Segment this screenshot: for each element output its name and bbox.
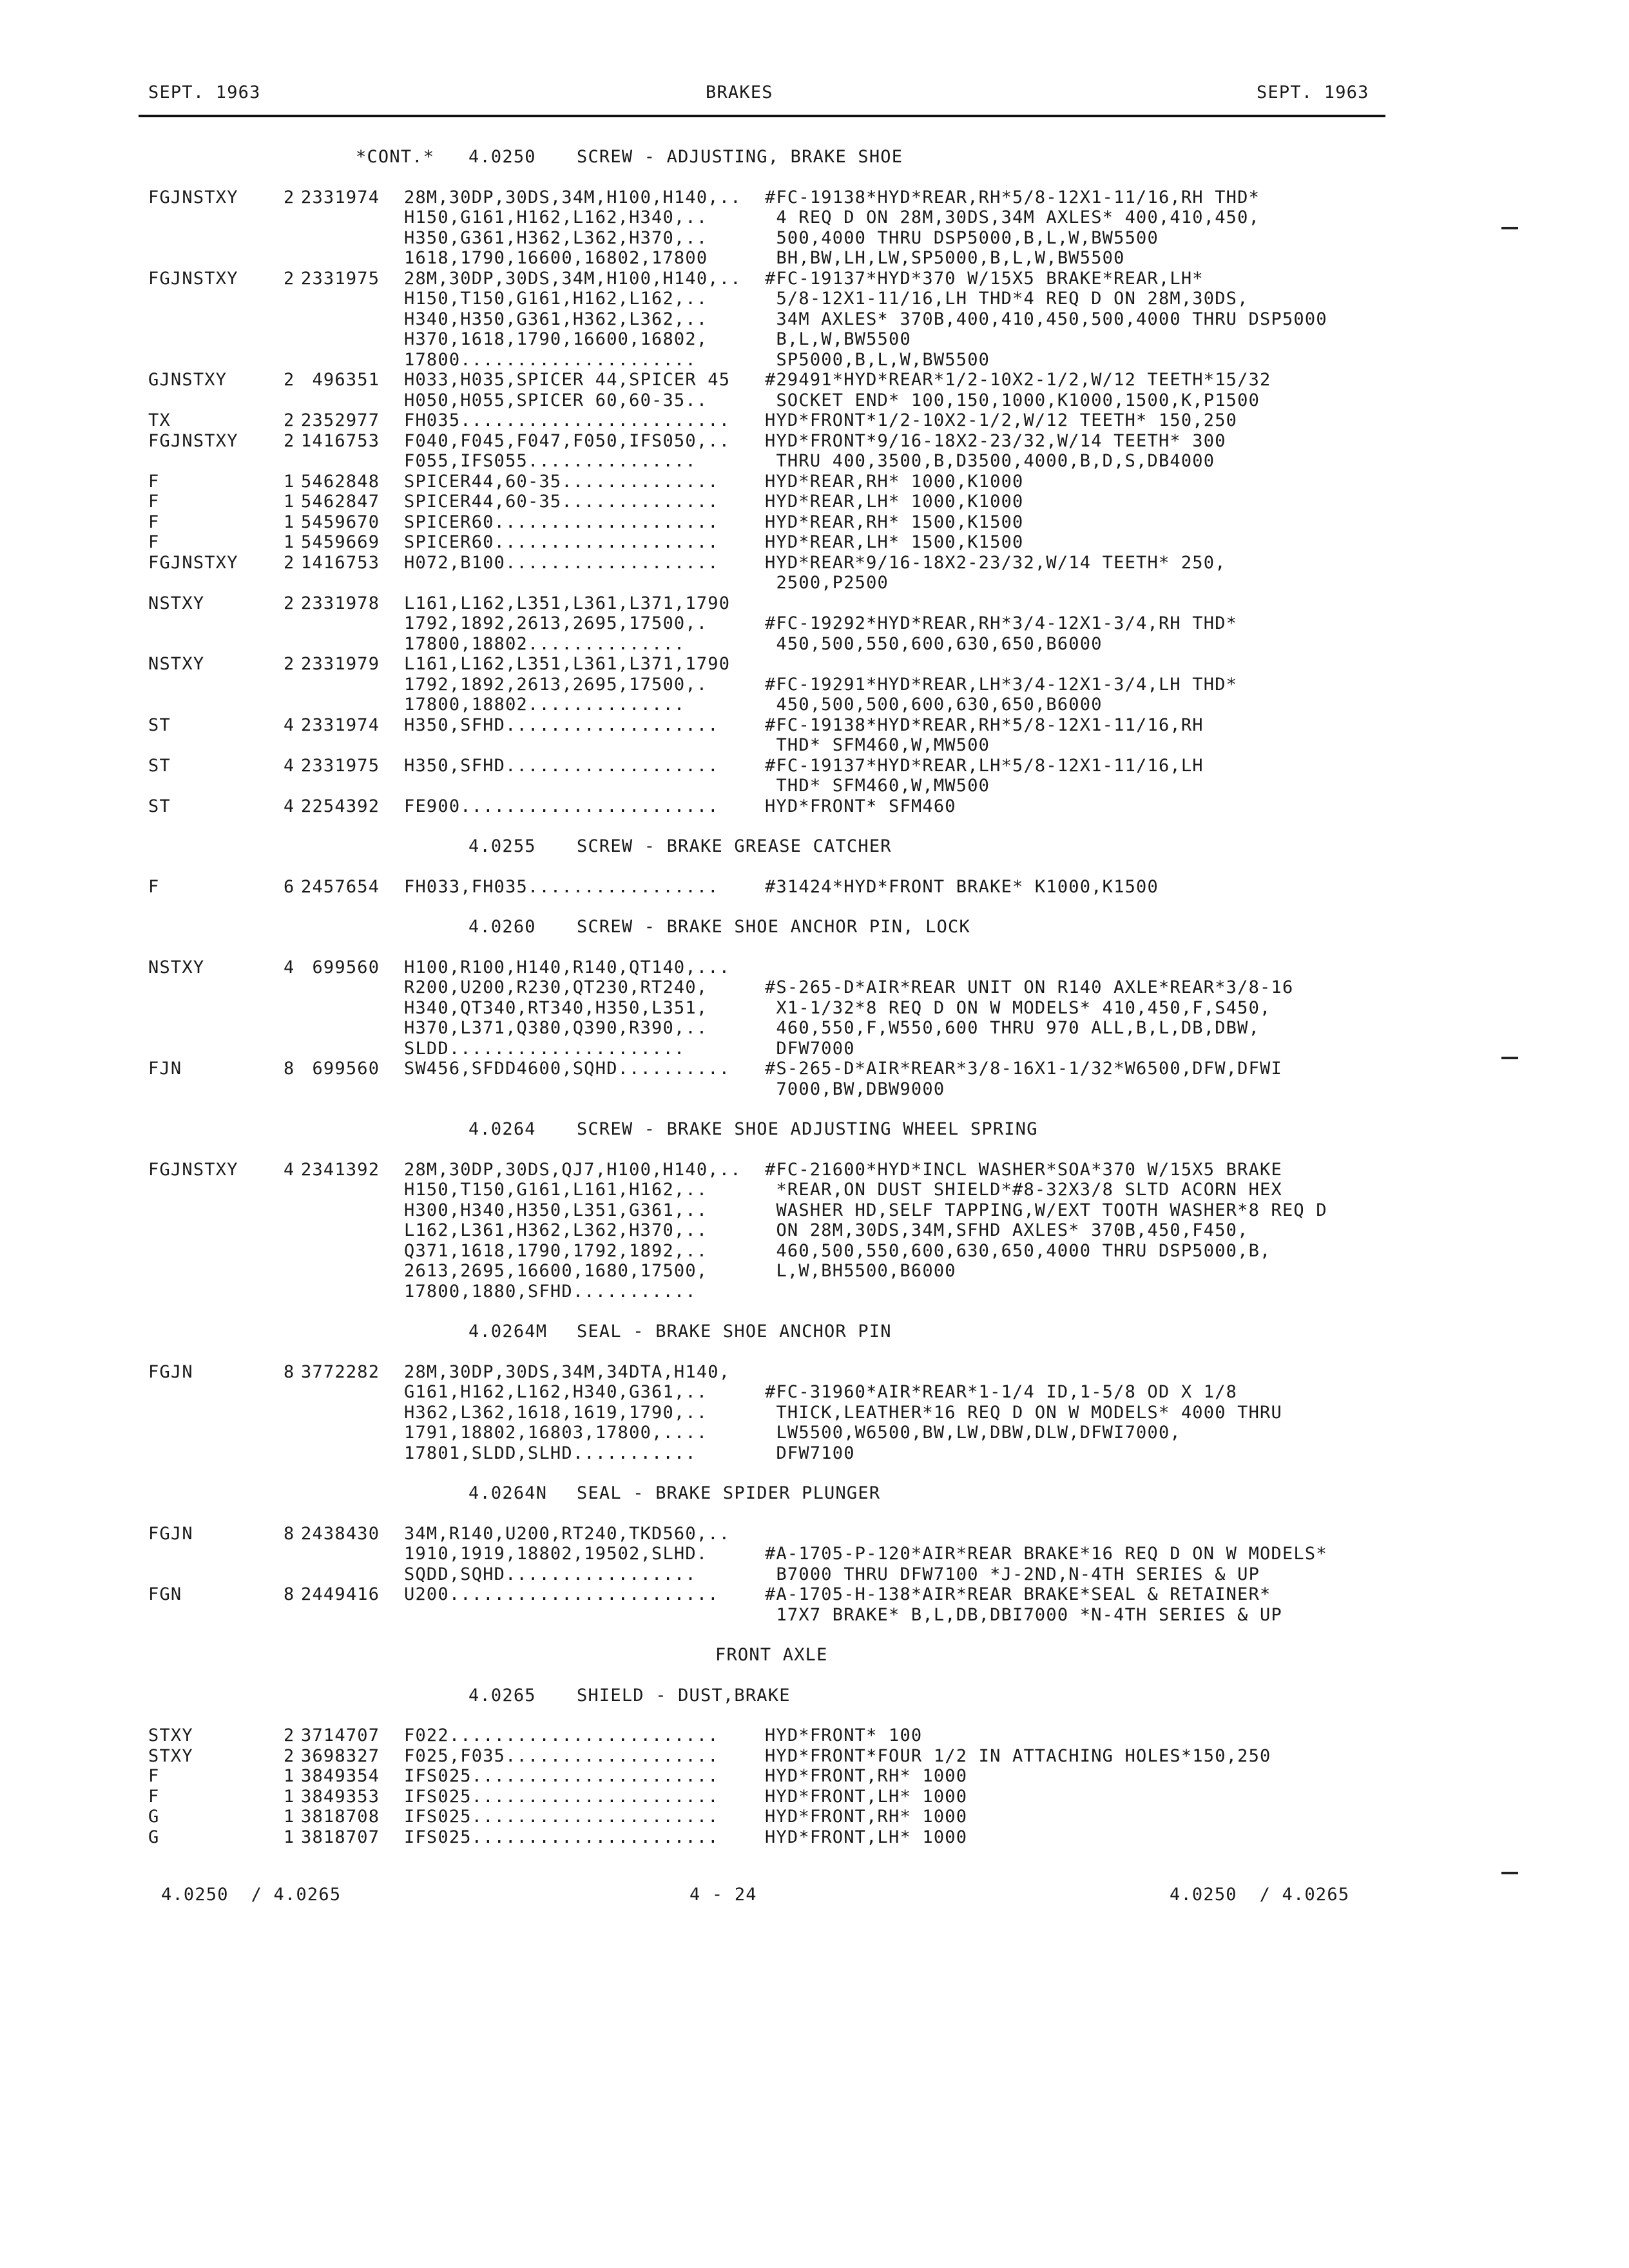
vendor-code: FGJNSTXY: [148, 1160, 238, 1180]
description: L,W,BH5500,B6000: [765, 1261, 956, 1281]
vendor-code: F: [148, 877, 160, 897]
quantity: 1: [284, 532, 295, 552]
table-row: [148, 1160, 1501, 1179]
vendor-code: FGJNSTXY: [148, 187, 238, 207]
model-list: L162,L361,H362,L362,H370,..: [404, 1220, 708, 1240]
model-list: 17800.....................: [404, 350, 697, 370]
table-row: [148, 1725, 1501, 1745]
quantity: 1: [284, 1827, 295, 1847]
description: #FC-19138*HYD*REAR,RH*5/8-12X1-11/16,RH THD*: [765, 187, 1260, 207]
description: HYD*REAR,LH* 1000,K1000: [765, 492, 1024, 512]
vendor-code: FJN: [148, 1059, 182, 1079]
model-list: 17800,18802..............: [404, 695, 686, 715]
description: HYD*FRONT,RH* 1000: [765, 1766, 968, 1786]
section-heading: [148, 1483, 1501, 1503]
description: #S-265-D*AIR*REAR UNIT ON R140 AXLE*REAR*3/8-16: [765, 977, 1294, 997]
footer-range-right: 4.0250 / 4.0265: [1170, 1885, 1350, 1905]
model-list: R200,U200,R230,QT230,RT240,: [404, 977, 708, 997]
continued-marker: *CONT.*: [356, 147, 435, 167]
section-title: SEAL - BRAKE SPIDER PLUNGER: [577, 1483, 881, 1503]
model-list: F025,F035...................: [404, 1746, 719, 1766]
model-list: 34M,R140,U200,RT240,TKD560,..: [404, 1524, 731, 1544]
description: #FC-19137*HYD*370 W/15X5 BRAKE*REAR,LH*: [765, 269, 1204, 289]
part-number: 3849354: [301, 1766, 380, 1786]
table-row: [148, 957, 1501, 977]
description: 34M AXLES* 370B,400,410,450,500,4000 THRU DSP5000: [765, 309, 1327, 329]
section-heading: [148, 1119, 1501, 1139]
vendor-code: NSTXY: [148, 593, 205, 613]
model-list: H340,H350,G361,H362,L362,..: [404, 309, 708, 329]
table-row: [148, 1282, 1501, 1301]
table-row: [148, 492, 1501, 511]
model-list: IFS025......................: [404, 1787, 719, 1807]
vendor-code: FGJNSTXY: [148, 431, 238, 451]
table-row: [148, 634, 1501, 653]
section-heading: [148, 1686, 1501, 1705]
model-list: 28M,30DP,30DS,34M,H100,H140,..: [404, 269, 742, 289]
table-row: [148, 350, 1501, 369]
table-row: [148, 431, 1501, 450]
quantity: 2: [284, 553, 295, 573]
part-number: 3849353: [301, 1787, 380, 1807]
table-row: [148, 1200, 1501, 1220]
section-number: 4.0255: [468, 836, 536, 856]
table-row: [148, 1220, 1501, 1240]
table-row: [148, 654, 1501, 673]
table-row: [148, 187, 1501, 207]
vendor-code: FGN: [148, 1584, 182, 1604]
table-row: [148, 573, 1501, 592]
model-list: SPICER44,60-35..............: [404, 492, 719, 512]
model-list: 1618,1790,16600,16802,17800: [404, 248, 708, 268]
description: 450,500,500,600,630,650,B6000: [765, 695, 1103, 715]
model-list: H150,T150,G161,L161,H162,..: [404, 1180, 708, 1200]
table-row: [148, 329, 1501, 349]
quantity: 4: [284, 957, 295, 977]
part-number: 2331978: [301, 593, 380, 613]
quantity: 1: [284, 492, 295, 512]
vendor-code: FGJN: [148, 1362, 193, 1382]
model-list: 17800,18802..............: [404, 634, 686, 654]
description: HYD*FRONT*9/16-18X2-23/32,W/14 TEETH* 300: [765, 431, 1226, 451]
part-number: 5462847: [301, 492, 380, 512]
description: HYD*FRONT,RH* 1000: [765, 1807, 968, 1827]
section-heading: [148, 836, 1501, 856]
quantity: 8: [284, 1524, 295, 1544]
quantity: 8: [284, 1584, 295, 1604]
description: #FC-19291*HYD*REAR,LH*3/4-12X1-3/4,LH THD*: [765, 675, 1238, 695]
part-number: 5462848: [301, 472, 380, 492]
margin-mark: [1501, 227, 1518, 229]
quantity: 2: [284, 370, 295, 390]
description: SOCKET END* 100,150,1000,K1000,1500,K,P1500: [765, 390, 1260, 410]
model-list: F022........................: [404, 1725, 719, 1745]
part-number: 699560: [301, 957, 380, 977]
description: HYD*FRONT,LH* 1000: [765, 1827, 968, 1847]
table-row: [148, 1059, 1501, 1078]
model-list: H072,B100...................: [404, 553, 719, 573]
quantity: 2: [284, 654, 295, 674]
vendor-code: F: [148, 512, 160, 532]
part-number: 2254392: [301, 796, 380, 816]
vendor-code: FGJNSTXY: [148, 269, 238, 289]
description: THRU 400,3500,B,D3500,4000,B,D,S,DB4000: [765, 451, 1215, 471]
model-list: H300,H340,H350,L351,G361,..: [404, 1200, 708, 1220]
section-title: SCREW - BRAKE SHOE ANCHOR PIN, LOCK: [577, 917, 970, 937]
model-list: H350,SFHD...................: [404, 715, 719, 735]
quantity: 2: [284, 187, 295, 207]
vendor-code: STXY: [148, 1746, 193, 1766]
description: HYD*FRONT*1/2-10X2-1/2,W/12 TEETH* 150,250: [765, 410, 1238, 430]
part-number: 2331975: [301, 756, 380, 776]
quantity: 1: [284, 472, 295, 492]
footer-range-left: 4.0250 / 4.0265: [161, 1885, 342, 1905]
part-number: 1416753: [301, 553, 380, 573]
table-row: [148, 756, 1501, 775]
section-number: 4.0264: [468, 1119, 536, 1139]
table-row: [148, 977, 1501, 997]
table-row: [148, 1039, 1501, 1058]
model-list: H150,G161,H162,L162,H340,..: [404, 207, 708, 227]
model-list: H370,1618,1790,16600,16802,: [404, 329, 708, 349]
description: #FC-19138*HYD*REAR,RH*5/8-12X1-11/16,RH: [765, 715, 1204, 735]
model-list: H150,T150,G161,H162,L162,..: [404, 289, 708, 309]
part-number: 5459670: [301, 512, 380, 532]
vendor-code: F: [148, 1787, 160, 1807]
vendor-code: F: [148, 492, 160, 512]
part-number: 3772282: [301, 1362, 380, 1382]
vendor-code: G: [148, 1807, 160, 1827]
description: 500,4000 THRU DSP5000,B,L,W,BW5500: [765, 228, 1159, 248]
section-title: SCREW - ADJUSTING, BRAKE SHOE: [577, 147, 903, 167]
vendor-code: ST: [148, 715, 171, 735]
table-row: [148, 1423, 1501, 1442]
table-row: [148, 1018, 1501, 1037]
model-list: H033,H035,SPICER 44,SPICER 45: [404, 370, 731, 390]
part-number: 2438430: [301, 1524, 380, 1544]
table-row: [148, 370, 1501, 389]
model-list: H050,H055,SPICER 60,60-35..: [404, 390, 708, 410]
description: 7000,BW,DBW9000: [765, 1079, 945, 1099]
model-list: IFS025......................: [404, 1827, 719, 1847]
table-row: [148, 532, 1501, 552]
model-list: FE900.......................: [404, 796, 719, 816]
table-row: [148, 613, 1501, 633]
table-row: [148, 512, 1501, 532]
table-row: [148, 593, 1501, 613]
part-number: 3818707: [301, 1827, 380, 1847]
description: THD* SFM460,W,MW500: [765, 735, 990, 755]
part-number: 3714707: [301, 1725, 380, 1745]
model-list: F055,IFS055...............: [404, 451, 697, 471]
vendor-code: F: [148, 472, 160, 492]
table-row: [148, 675, 1501, 694]
quantity: 2: [284, 410, 295, 430]
quantity: 8: [284, 1362, 295, 1382]
table-row: [148, 1787, 1501, 1806]
vendor-code: ST: [148, 796, 171, 816]
description: 450,500,550,600,630,650,B6000: [765, 634, 1103, 654]
model-list: 2613,2695,16600,1680,17500,: [404, 1261, 708, 1281]
description: HYD*FRONT* SFM460: [765, 796, 956, 816]
description: *REAR,ON DUST SHIELD*#8-32X3/8 SLTD ACORN HEX: [765, 1180, 1282, 1200]
description: 17X7 BRAKE* B,L,DB,DBI7000 *N-4TH SERIES & UP: [765, 1605, 1282, 1625]
table-row: [148, 1261, 1501, 1280]
quantity: 6: [284, 877, 295, 897]
table-row: [148, 248, 1501, 267]
vendor-code: G: [148, 1827, 160, 1847]
table-row: [148, 228, 1501, 247]
quantity: 2: [284, 1725, 295, 1745]
vendor-code: ST: [148, 756, 171, 776]
vendor-code: NSTXY: [148, 957, 205, 977]
table-row: [148, 269, 1501, 288]
model-list: FH033,FH035.................: [404, 877, 719, 897]
table-row: [148, 1605, 1501, 1624]
description: #FC-31960*AIR*REAR*1-1/4 ID,1-5/8 OD X 1/8: [765, 1382, 1238, 1402]
model-list: 1791,18802,16803,17800,....: [404, 1423, 708, 1443]
description: #FC-19292*HYD*REAR,RH*3/4-12X1-3/4,RH THD*: [765, 613, 1238, 633]
model-list: H350,SFHD...................: [404, 756, 719, 776]
table-row: [148, 1766, 1501, 1785]
section-title: SCREW - BRAKE SHOE ADJUSTING WHEEL SPRING: [577, 1119, 1038, 1139]
model-list: 1792,1892,2613,2695,17500,.: [404, 613, 708, 633]
header-date-right: SEPT. 1963: [1257, 82, 1369, 102]
quantity: 4: [284, 715, 295, 735]
footer-page-number: 4 - 24: [689, 1885, 757, 1905]
model-list: U200........................: [404, 1584, 719, 1604]
model-list: G161,H162,L162,H340,G361,..: [404, 1382, 708, 1402]
description: HYD*REAR,RH* 1000,K1000: [765, 472, 1024, 492]
description: #FC-21600*HYD*INCL WASHER*SOA*370 W/15X5 BRAKE: [765, 1160, 1282, 1180]
quantity: 4: [284, 796, 295, 816]
description: 4 REQ D ON 28M,30DS,34M AXLES* 400,410,450,: [765, 207, 1260, 227]
model-list: Q371,1618,1790,1792,1892,..: [404, 1241, 708, 1261]
description: 460,550,F,W550,600 THRU 970 ALL,B,L,DB,DBW,: [765, 1018, 1260, 1038]
table-row: [148, 1079, 1501, 1099]
vendor-code: F: [148, 1766, 160, 1786]
model-list: SW456,SFDD4600,SQHD..........: [404, 1059, 731, 1079]
vendor-code: F: [148, 532, 160, 552]
section-number: 4.0260: [468, 917, 536, 937]
header-title: BRAKES: [706, 82, 773, 102]
table-row: [148, 1584, 1501, 1604]
description: HYD*REAR,RH* 1500,K1500: [765, 512, 1024, 532]
description: HYD*REAR*9/16-18X2-23/32,W/14 TEETH* 250,: [765, 553, 1226, 573]
description: HYD*REAR,LH* 1500,K1500: [765, 532, 1024, 552]
description: 460,500,550,600,630,650,4000 THRU DSP5000,B,: [765, 1241, 1271, 1261]
quantity: 1: [284, 1787, 295, 1807]
table-row: [148, 1807, 1501, 1826]
part-number: 496351: [301, 370, 380, 390]
quantity: 1: [284, 1766, 295, 1786]
description: HYD*FRONT,LH* 1000: [765, 1787, 968, 1807]
table-row: [148, 390, 1501, 410]
quantity: 4: [284, 756, 295, 776]
description: THD* SFM460,W,MW500: [765, 776, 990, 796]
part-number: 3698327: [301, 1746, 380, 1766]
model-list: 17801,SLDD,SLHD...........: [404, 1443, 697, 1463]
description: THICK,LEATHER*16 REQ D ON W MODELS* 4000 THRU: [765, 1403, 1282, 1423]
part-number: 2331974: [301, 187, 380, 207]
table-row: [148, 796, 1501, 816]
table-row: [148, 877, 1501, 896]
part-number: 2331979: [301, 654, 380, 674]
description: SP5000,B,L,W,BW5500: [765, 350, 990, 370]
model-list: FH035........................: [404, 410, 731, 430]
quantity: 2: [284, 269, 295, 289]
model-list: 28M,30DP,30DS,QJ7,H100,H140,..: [404, 1160, 742, 1180]
part-number: 699560: [301, 1059, 380, 1079]
section-number: 4.0265: [468, 1686, 536, 1706]
table-row: [148, 735, 1501, 754]
part-number: 2449416: [301, 1584, 380, 1604]
model-list: 1910,1919,18802,19502,SLHD.: [404, 1544, 708, 1564]
group-heading: [148, 1645, 1501, 1664]
part-number: 2457654: [301, 877, 380, 897]
quantity: 1: [284, 1807, 295, 1827]
part-number: 2331975: [301, 269, 380, 289]
margin-mark: [1501, 1057, 1518, 1059]
table-row: [148, 553, 1501, 572]
section-heading: [148, 1321, 1501, 1341]
table-row: [148, 715, 1501, 735]
model-list: SLDD.....................: [404, 1039, 686, 1059]
section-heading: [148, 147, 1501, 166]
table-row: [148, 410, 1501, 430]
model-list: 28M,30DP,30DS,34M,H100,H140,..: [404, 187, 742, 207]
table-row: [148, 776, 1501, 795]
description: #S-265-D*AIR*REAR*3/8-16X1-1/32*W6500,DFW,DFWI: [765, 1059, 1282, 1079]
table-row: [148, 289, 1501, 308]
description: DFW7000: [765, 1039, 855, 1059]
description: B,L,W,BW5500: [765, 329, 911, 349]
quantity: 2: [284, 593, 295, 613]
part-number: 2352977: [301, 410, 380, 430]
section-title: SCREW - BRAKE GREASE CATCHER: [577, 836, 892, 856]
table-row: [148, 1827, 1501, 1847]
table-row: [148, 1382, 1501, 1401]
section-title: SEAL - BRAKE SHOE ANCHOR PIN: [577, 1321, 892, 1341]
table-row: [148, 1564, 1501, 1584]
header-rule: [139, 115, 1385, 117]
table-row: [148, 1544, 1501, 1563]
model-list: H100,R100,H140,R140,QT140,...: [404, 957, 731, 977]
table-row: [148, 1362, 1501, 1381]
part-number: 2341392: [301, 1160, 380, 1180]
quantity: 2: [284, 1746, 295, 1766]
description: #29491*HYD*REAR*1/2-10X2-1/2,W/12 TEETH*15/32: [765, 370, 1271, 390]
description: #FC-19137*HYD*REAR,LH*5/8-12X1-11/16,LH: [765, 756, 1204, 776]
part-number: 1416753: [301, 431, 380, 451]
description: ON 28M,30DS,34M,SFHD AXLES* 370B,450,F450,: [765, 1220, 1249, 1240]
model-list: 1792,1892,2613,2695,17500,.: [404, 675, 708, 695]
header-date-left: SEPT. 1963: [148, 82, 261, 102]
model-list: IFS025......................: [404, 1766, 719, 1786]
table-row: [148, 451, 1501, 470]
model-list: SPICER44,60-35..............: [404, 472, 719, 492]
vendor-code: FGJNSTXY: [148, 553, 238, 573]
model-list: SQDD,SQHD.................: [404, 1564, 697, 1584]
model-list: F040,F045,F047,F050,IFS050,..: [404, 431, 731, 451]
section-number: 4.0264M: [468, 1321, 548, 1341]
quantity: 1: [284, 512, 295, 532]
quantity: 4: [284, 1160, 295, 1180]
group-heading-text: FRONT AXLE: [715, 1645, 828, 1665]
vendor-code: GJNSTXY: [148, 370, 227, 390]
margin-mark: [1501, 1872, 1518, 1874]
table-row: [148, 695, 1501, 714]
description: HYD*FRONT*FOUR 1/2 IN ATTACHING HOLES*150,250: [765, 1746, 1271, 1766]
description: LW5500,W6500,BW,LW,DBW,DLW,DFWI7000,: [765, 1423, 1181, 1443]
description: BH,BW,LH,LW,SP5000,B,L,W,BW5500: [765, 248, 1125, 268]
part-number: 5459669: [301, 532, 380, 552]
model-list: 17800,1880,SFHD...........: [404, 1282, 697, 1302]
table-row: [148, 1403, 1501, 1422]
vendor-code: FGJN: [148, 1524, 193, 1544]
table-row: [148, 1241, 1501, 1260]
description: #A-1705-H-138*AIR*REAR BRAKE*SEAL & RETAINER*: [765, 1584, 1271, 1604]
model-list: H362,L362,1618,1619,1790,..: [404, 1403, 708, 1423]
table-row: [148, 207, 1501, 227]
model-list: L161,L162,L351,L361,L371,1790: [404, 654, 731, 674]
part-number: 3818708: [301, 1807, 380, 1827]
model-list: H370,L371,Q380,Q390,R390,..: [404, 1018, 708, 1038]
quantity: 8: [284, 1059, 295, 1079]
section-number: 4.0250: [468, 147, 536, 167]
model-list: SPICER60....................: [404, 512, 719, 532]
table-row: [148, 1180, 1501, 1199]
vendor-code: STXY: [148, 1725, 193, 1745]
description: DFW7100: [765, 1443, 855, 1463]
section-heading: [148, 917, 1501, 936]
table-row: [148, 1746, 1501, 1765]
table-row: [148, 1524, 1501, 1543]
description: 5/8-12X1-11/16,LH THD*4 REQ D ON 28M,30DS,: [765, 289, 1249, 309]
description: WASHER HD,SELF TAPPING,W/EXT TOOTH WASHER*8 REQ D: [765, 1200, 1327, 1220]
model-list: SPICER60....................: [404, 532, 719, 552]
description: #A-1705-P-120*AIR*REAR BRAKE*16 REQ D ON W MODELS*: [765, 1544, 1327, 1564]
table-row: [148, 472, 1501, 491]
table-row: [148, 1443, 1501, 1463]
part-number: 2331974: [301, 715, 380, 735]
vendor-code: NSTXY: [148, 654, 205, 674]
quantity: 2: [284, 431, 295, 451]
model-list: H350,G361,H362,L362,H370,..: [404, 228, 708, 248]
description: #31424*HYD*FRONT BRAKE* K1000,K1500: [765, 877, 1159, 897]
table-row: [148, 998, 1501, 1017]
vendor-code: TX: [148, 410, 171, 430]
model-list: 28M,30DP,30DS,34M,34DTA,H140,: [404, 1362, 731, 1382]
model-list: H340,QT340,RT340,H350,L351,: [404, 998, 708, 1018]
model-list: IFS025......................: [404, 1807, 719, 1827]
description: X1-1/32*8 REQ D ON W MODELS* 410,450,F,S450,: [765, 998, 1271, 1018]
description: HYD*FRONT* 100: [765, 1725, 923, 1745]
description: B7000 THRU DFW7100 *J-2ND,N-4TH SERIES & UP: [765, 1564, 1260, 1584]
section-title: SHIELD - DUST,BRAKE: [577, 1686, 791, 1706]
section-number: 4.0264N: [468, 1483, 548, 1503]
table-row: [148, 309, 1501, 329]
model-list: L161,L162,L351,L361,L371,1790: [404, 593, 731, 613]
description: 2500,P2500: [765, 573, 889, 593]
